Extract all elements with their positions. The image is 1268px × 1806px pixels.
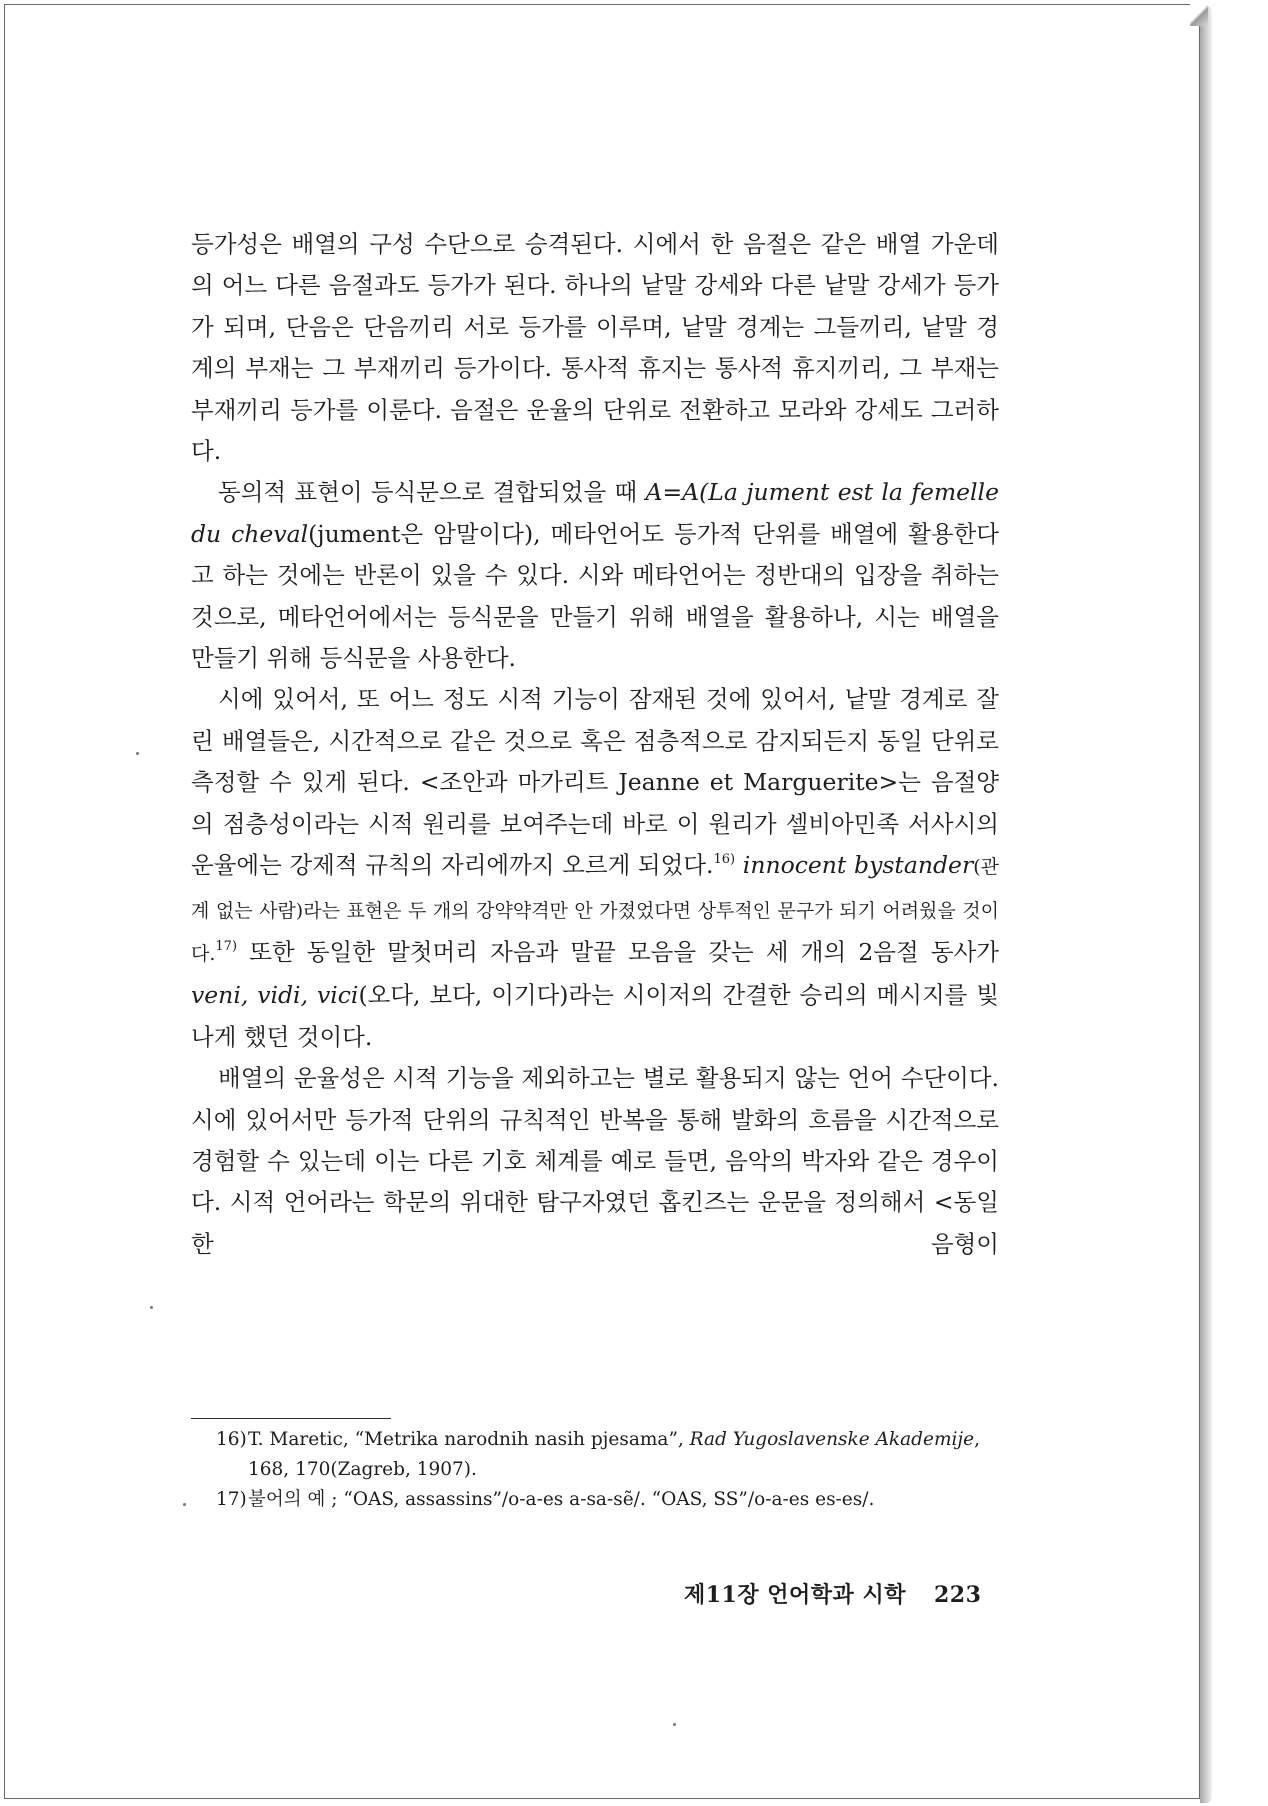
footnote-example: 불어의 예 ; “OAS, assassins”/o-a-es a-sa-sẽ/. “OAS, SS”/o-a-es es-es/. <box>248 1489 875 1510</box>
footnote-citation: T. Maretic, “Metrika narodnih nasih pjesama”, <box>248 1429 690 1450</box>
footnote-text <box>248 1485 1000 1515</box>
equation-example: A=A(La jument est la femelle du cheval <box>191 478 999 548</box>
footnote-citation-end: , 168, 170(Zagreb, 1907). <box>248 1429 980 1480</box>
latin-example: veni, vidi, vici <box>191 981 359 1010</box>
paragraph-3-end: (오다, 보다, 이기다)라는 시이저의 간결한 승리의 메시지를 빛나게 했던 것이다. <box>191 981 999 1051</box>
paragraph-3-lead: 시에 있어서, 또 어느 정도 시적 기능이 잠재된 것에 있어서, 낱말 경계로 잘린 배열들은, 시간적으로 같은 것으로 혹은 점층적으로 감지되든지 동일 단위로 측정할 수 있게 된다. <조안과 마가리트 Jeanne et Marguerite>는 음절양의 점층성이라는 시적 원리를 보여주는데 바로 이 원리가 셀비아민족 서사시의 운율에는 강제적 규칙의 자리에까지 오르게 되었다. <box>191 685 999 880</box>
footnotes <box>216 1425 1000 1515</box>
paragraph-3 <box>191 679 999 1058</box>
paragraph-4 <box>191 1058 999 1265</box>
paragraph-1 <box>191 224 999 472</box>
page-number: 223 <box>933 1582 982 1608</box>
footnote-journal: Rad Yugoslavenske Akademije <box>689 1429 975 1450</box>
paragraph-2-rest: (jument은 암말이다), 메타언어도 등가적 단위를 배열에 활용한다고 하는 것에는 반론이 있을 수 있다. 시와 메타언어는 정반대의 입장을 취하는 것으로, 메타언어에서는 등식문을 만들기 위해 배열을 활용하나, 시는 배열을 만들기 위해 등식문을 사용한다. <box>191 519 999 673</box>
paragraph-3-mid: 또한 동일한 말첫머리 자음과 말끝 모음을 갖는 세 개의 2음절 동사가 <box>237 937 999 966</box>
body-text <box>191 224 999 1265</box>
footnote-ref-17: 17) <box>215 938 238 954</box>
running-footer <box>684 1578 981 1609</box>
footnote-number: 17) <box>216 1489 247 1510</box>
footnote-ref-16: 16) <box>713 852 736 868</box>
page-corner <box>1190 4 1208 26</box>
phrase-example: innocent bystander <box>742 851 974 880</box>
paragraph-2-lead: 동의적 표현이 등식문으로 결합되었을 때 <box>218 478 646 507</box>
paragraph-2 <box>191 472 999 679</box>
page-edge <box>1200 6 1212 1803</box>
footnote-17 <box>216 1485 1000 1515</box>
footnote-number: 16) <box>216 1429 247 1450</box>
chapter-title: 제11장 언어학과 시학 <box>684 1582 906 1608</box>
paragraph-4-text: 배열의 운율성은 시적 기능을 제외하고는 별로 활용되지 않는 언어 수단이다. 시에 있어서만 등가적 단위의 규칙적인 반복을 통해 발화의 흐름을 시간적으로 경험할 수 있는데 이는 다른 기호 체계를 예로 들면, 음악의 박자와 같은 경우이다. 시적 언어라는 학문의 위대한 탐구자였던 홉킨즈는 운문을 정의해서 <동일한 음형이 <box>191 1064 999 1258</box>
footnote-divider <box>191 1418 391 1419</box>
footnote-text <box>248 1425 1000 1485</box>
footnote-16 <box>216 1425 1000 1485</box>
paragraph-1-text: 등가성은 배열의 구성 수단으로 승격된다. 시에서 한 음절은 같은 배열 가운데의 어느 다른 음절과도 등가가 된다. 하나의 낱말 강세와 다른 낱말 강세가 등가가 되며, 단음은 단음끼리 서로 등가를 이루며, 낱말 경계는 그들끼리, 낱말 경계의 부재는 그 부재끼리 등가이다. 통사적 휴지는 통사적 휴지끼리, 그 부재는 부재끼리 등가를 이룬다. 음절은 운율의 단위로 전환하고 모라와 강세도 그러하다. <box>191 230 999 466</box>
paragraph-3-gloss: (관계 없는 사람)라는 표현은 두 개의 강약약격만 안 가졌었다면 상투적인 문구가 되기 어려웠을 것이다. <box>191 856 999 965</box>
